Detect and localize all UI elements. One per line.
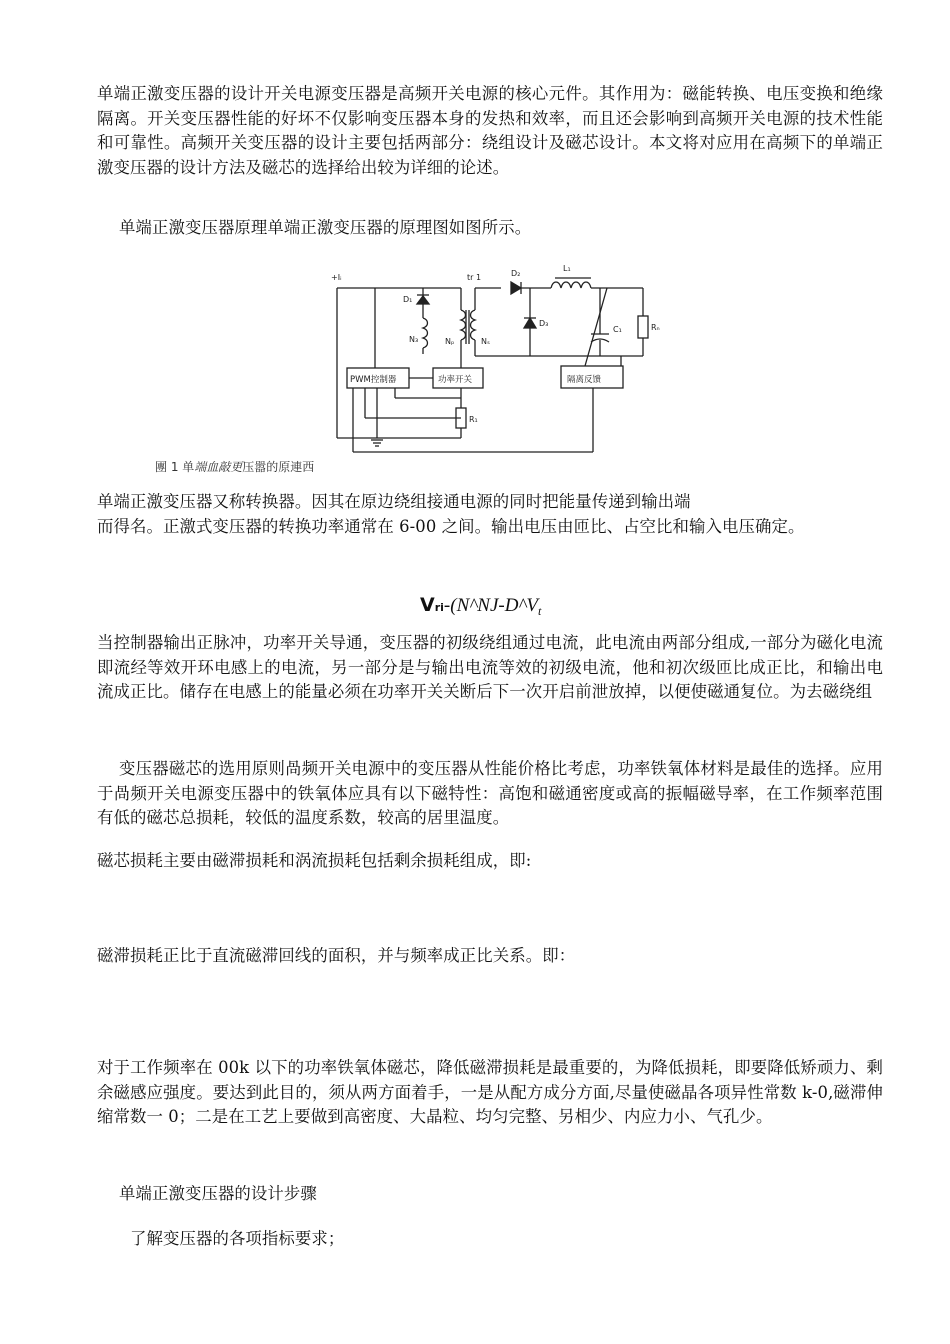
- np-label: Nₚ: [445, 337, 455, 346]
- r1-label: R₁: [469, 415, 478, 424]
- figure-caption: [155, 458, 314, 475]
- principle-paragraph: 单端正激变压器原理单端正激变压器的原理图如图所示。: [119, 218, 532, 237]
- rn-label: Rₙ: [651, 323, 660, 332]
- d1-label: D₁: [403, 295, 413, 304]
- intro-paragraph: 单端正激变压器的设计开关电源变压器是高频开关电源的核心元件。其作用为：磁能转换、电压变换和绝缘隔离。开关变压器性能的好坏不仅影响变压器本身的发热和效率，而且还会影响到高频开关电源的技术性能和可靠性。高频开关变压器的设计主要包括两部分：绕组设计及磁芯设计。本文将对应用在高频下的单端正激变压器的设计方法及磁芯的选择给出较为详细的论述。: [97, 84, 883, 177]
- design-step-1: 了解变压器的各项指标要求；: [130, 1229, 345, 1248]
- pwm-controller-label: PWM控制器: [350, 375, 397, 385]
- converter-paragraph: [97, 490, 883, 539]
- formula-body: -(N^NJ-D^V: [443, 595, 539, 616]
- d3-label: D₃: [539, 319, 549, 328]
- isolation-feedback-label: 隔离反馈: [567, 375, 602, 385]
- forward-converter-circuit-diagram: [325, 262, 665, 457]
- power-switch-label: 功率开关: [438, 375, 473, 385]
- converter-paragraph-line1: 单端正激变压器又称转换器。因其在原边绕组接通电源的同时把能量传递到输出端: [97, 492, 691, 511]
- ns-label: Nₛ: [481, 337, 490, 346]
- converter-paragraph-rest: 而得名。正激式变压器的转换功率通常在 6-00 之间。输出电压由匝比、占空比和输入电压确定。: [97, 516, 805, 536]
- caption-prefix: 團 1 单: [155, 460, 195, 474]
- design-steps-heading: 单端正激变压器的设计步骤: [119, 1184, 317, 1203]
- formula-v: V: [420, 594, 435, 616]
- core-selection-paragraph: 变压器磁芯的选用原则咼频开关电源中的变压器从性能价格比考虑，功率铁氧体材料是最佳的选择。应用于咼频开关电源变压器中的铁氧体应具有以下磁特性：高饱和磁通密度或高的振幅磁导率，在工作频率范围有低的磁芯总损耗，较低的温度系数，较高的居里温度。: [97, 759, 883, 827]
- formula-sub2: t: [538, 604, 542, 618]
- formula-sub: ri: [434, 601, 444, 614]
- c1-label: C₁: [613, 325, 622, 334]
- ferrite-paragraph: 对于工作频率在 00k 以下的功率铁氧体磁芯，降低磁滞损耗是最重要的，为降低损耗，即要降低矫顽力、剩余磁感应强度。要达到此目的，须从两方面着手，一是从配方成分方面,尽量使磁晶各项异性常数 k-0,磁滞伸缩常数一 0；二是在工艺上要做到高密度、大晶粒、均匀完整、另相少、内应力小、气孔少。: [97, 1058, 883, 1126]
- vin-label: +Iᵢ: [331, 273, 342, 282]
- transformer-label: tr 1: [467, 273, 482, 282]
- hysteresis-paragraph: 磁滞损耗正比于直流磁滞回线的面积，并与频率成正比关系。即：: [97, 946, 576, 965]
- core-loss-paragraph: 磁芯损耗主要由磁滞损耗和涡流损耗包括剩余损耗组成，即:: [97, 851, 532, 870]
- d2-label: D₂: [511, 269, 521, 278]
- output-voltage-formula: [420, 594, 541, 617]
- operation-paragraph: 当控制器输出正脉冲，功率开关导通，变压器的初级绕组通过电流，此电流由两部分组成,一部分为磁化电流即流经等效开环电感上的电流，另一部分是与输出电流等效的初级电流，他和初次级匝比成正比，和输出电流成正比。储存在电感上的能量必须在功率开关关断后下一次开启前泄放掉，以便使磁通复位。为去磁绕组: [97, 633, 883, 701]
- n3-label: N₃: [409, 335, 419, 344]
- l1-label: L₁: [563, 264, 571, 273]
- caption-italic: 端血敲更: [194, 460, 243, 474]
- caption-suffix: 压嚣的原連西: [242, 460, 315, 474]
